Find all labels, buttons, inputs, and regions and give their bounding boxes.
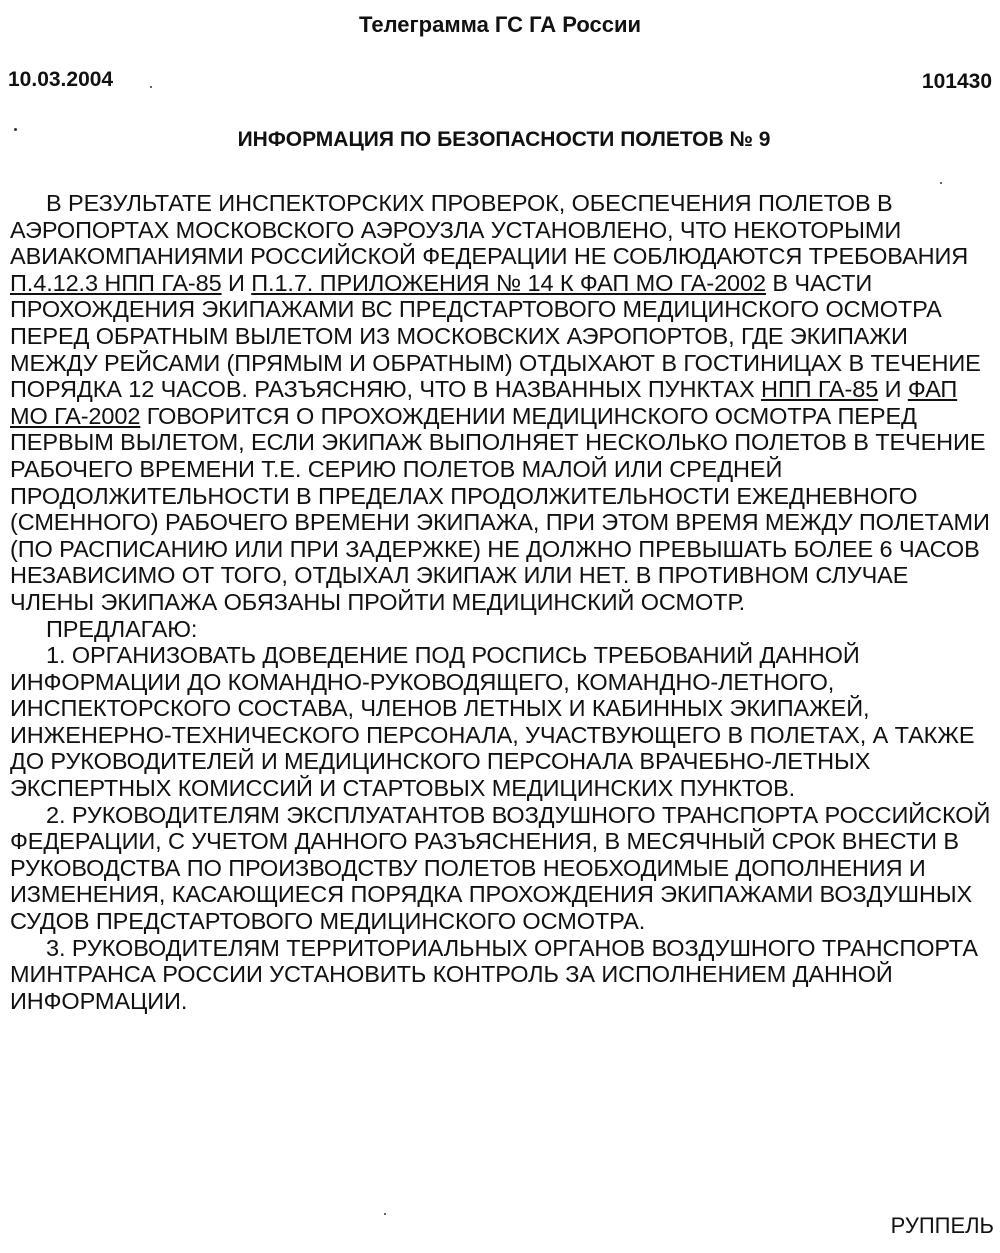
telegram-title: Телеграмма ГС ГА России (358, 12, 641, 37)
document-number: 101430 (921, 70, 992, 93)
proposal-item-1: 1. ОРГАНИЗОВАТЬ ДОВЕДЕНИЕ ПОД РОСПИСЬ ТРЕБОВАНИЙ ДАННОЙ ИНФОРМАЦИИ ДО КОМАНДНО-РУКОВОДЯЩЕГО, КОМАНДНО-ЛЕТНОГО, ИНСПЕКТОРСКОГО СОСТАВА, ЧЛЕНОВ ЛЕТНЫХ И КАБИННЫХ ЭКИПАЖЕЙ, ИНЖЕНЕРНО-ТЕХНИЧЕСКОГО ПЕРСОНАЛА, УЧАСТВУЮЩЕГО В ПОЛЕТАХ, А ТАКЖЕ ДО РУКОВОДИТЕЛЕЙ И МЕДИЦИНСКОГО ПЕРСОНАЛА ВРАЧЕБНО-ЛЕТНЫХ ЭКСПЕРТНЫХ КОМИССИЙ И СТАРТОВЫХ МЕДИЦИНСКИХ ПУНКТОВ. (10, 642, 975, 802)
propose-heading: ПРЕДЛАГАЮ: (46, 615, 198, 642)
paragraph-findings (10, 190, 995, 616)
paragraph-text: В РЕЗУЛЬТАТЕ ИНСПЕКТОРСКИХ ПРОВЕРОК, ОБЕСПЕЧЕНИЯ ПОЛЕТОВ В АЭРОПОРТАХ МОСКОВСКОГО АЭРОУЗЛА УСТАНОВЛЕНО, ЧТО НЕКОТОРЫМИ АВИАКОМПАНИЯМИ РОССИЙСКОЙ ФЕДЕРАЦИИ НЕ СОБЛЮДАЮТСЯ ТРЕБОВАНИЯ (10, 190, 969, 270)
scan-speck (150, 86, 152, 88)
document-date: 10.03.2004 (8, 68, 114, 91)
signature-name: РУППЕЛЬ (890, 1213, 994, 1238)
paragraph-text: И (878, 376, 908, 403)
scan-speck (940, 182, 942, 184)
scan-speck (14, 128, 17, 131)
scan-speck (384, 1213, 386, 1215)
info-title: ИНФОРМАЦИЯ ПО БЕЗОПАСНОСТИ ПОЛЕТОВ № 9 (237, 128, 771, 151)
regulation-reference: НПП ГА-85 (760, 376, 879, 403)
paragraph-text: ГОВОРИТСЯ О ПРОХОЖДЕНИИ МЕДИЦИНСКОГО ОСМОТРА ПЕРЕД ПЕРВЫМ ВЫЛЕТОМ, ЕСЛИ ЭКИПАЖ ВЫПОЛНЯЕТ НЕСКОЛЬКО ПОЛЕТОВ В ТЕЧЕНИЕ РАБОЧЕГО ВРЕМЕНИ Т.Е. СЕРИЮ ПОЛЕТОВ МАЛОЙ ИЛИ СРЕДНЕЙ ПРОДОЛЖИТЕЛЬНОСТИ В ПРЕДЕЛАХ ПРОДОЛЖИТЕЛЬНОСТИ ЕЖЕДНЕВНОГО (СМЕННОГО) РАБОЧЕГО ВРЕМЕНИ ЭКИПАЖА, ПРИ ЭТОМ ВРЕМЯ МЕЖДУ ПОЛЕТАМИ (ПО РАСПИСАНИЮ ИЛИ ПРИ ЗАДЕРЖКЕ) НЕ ДОЛЖНО ПРЕВЫШАТЬ БОЛЕЕ 6 ЧАСОВ НЕЗАВИСИМО ОТ ТОГО, ОТДЫХАЛ ЭКИПАЖ ИЛИ НЕТ. В ПРОТИВНОМ СЛУЧАЕ ЧЛЕНЫ ЭКИПАЖА ОБЯЗАНЫ ПРОЙТИ МЕДИЦИНСКИЙ ОСМОТР. (10, 402, 990, 615)
regulation-reference: ФАП МО ГА-2002 (10, 376, 958, 429)
regulation-reference: П.1.7. ПРИЛОЖЕНИЯ № 14 К ФАП МО ГА-2002 (251, 269, 766, 296)
regulation-reference: П.4.12.3 НПП ГА-85 (10, 269, 222, 296)
paragraph-text: В ЧАСТИ ПРОХОЖДЕНИЯ ЭКИПАЖАМИ ВС ПРЕДСТАРТОВОГО МЕДИЦИНСКОГО ОСМОТРА ПЕРЕД ОБРАТНЫМ ВЫЛЕТОМ ИЗ МОСКОВСКИХ АЭРОПОРТОВ, ГДЕ ЭКИПАЖИ МЕЖДУ РЕЙСАМИ (ПРЯМЫМ И ОБРАТНЫМ) ОТДЫХАЮТ В ГОСТИНИЦАХ В ТЕЧЕНИЕ ПОРЯДКА 12 ЧАСОВ. РАЗЪЯСНЯЮ, ЧТО В НАЗВАННЫХ ПУНКТАХ (10, 269, 981, 403)
proposal-item-3: 3. РУКОВОДИТЕЛЯМ ТЕРРИТОРИАЛЬНЫХ ОРГАНОВ ВОЗДУШНОГО ТРАНСПОРТА МИНТРАНСА РОССИИ УСТАНОВИТЬ КОНТРОЛЬ ЗА ИСПОЛНЕНИЕМ ДАННОЙ ИНФОРМАЦИИ. (10, 934, 978, 1014)
paragraph-text: И (221, 269, 252, 296)
proposal-item-2: 2. РУКОВОДИТЕЛЯМ ЭКСПЛУАТАНТОВ ВОЗДУШНОГО ТРАНСПОРТА РОССИЙСКОЙ ФЕДЕРАЦИИ, С УЧЕТОМ ДАННОГО РАЗЪЯСНЕНИЯ, В МЕСЯЧНЫЙ СРОК ВНЕСТИ В РУКОВОДСТВА ПО ПРОИЗВОДСТВУ ПОЛЕТОВ НЕОБХОДИМЫЕ ДОПОЛНЕНИЯ И ИЗМЕНЕНИЯ, КАСАЮЩИЕСЯ ПОРЯДКА ПРОХОЖДЕНИЯ ЭКИПАЖАМИ ВОЗДУШНЫХ СУДОВ ПРЕДСТАРТОВОГО МЕДИЦИНСКОГО ОСМОТРА. (10, 801, 991, 935)
document-body (10, 190, 995, 1014)
